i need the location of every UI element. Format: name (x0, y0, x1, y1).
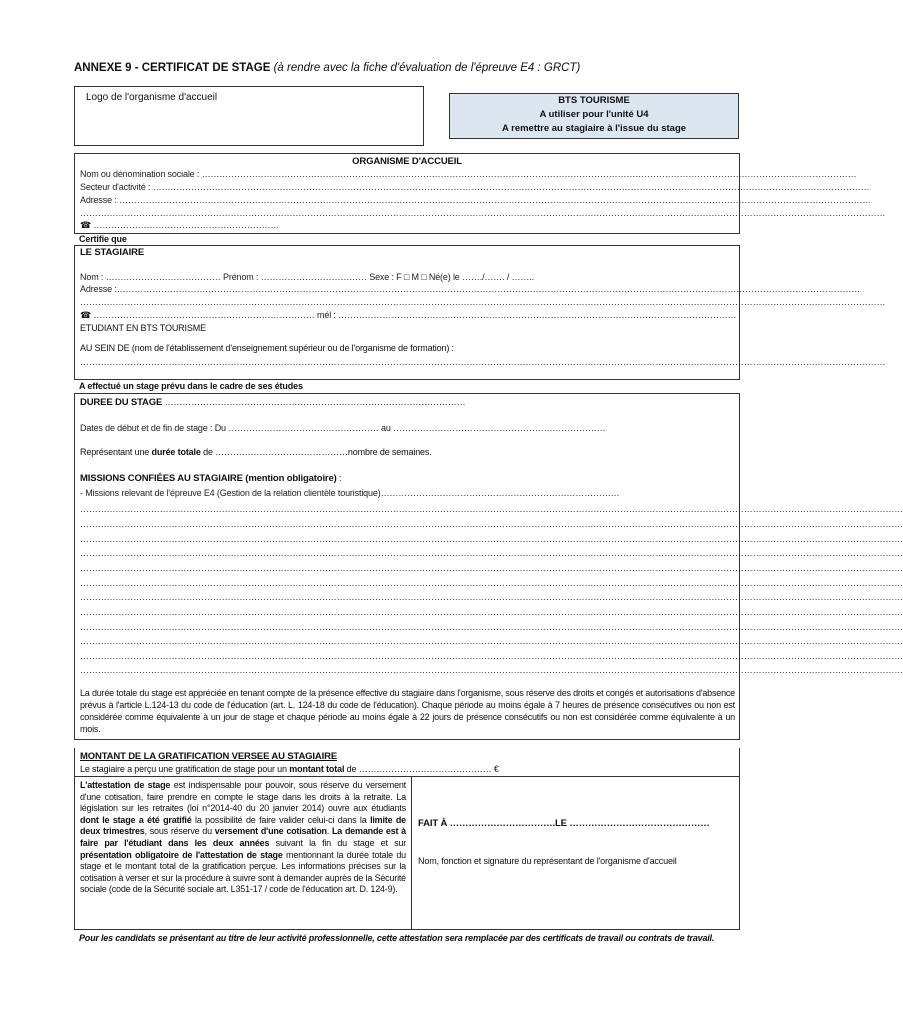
stagiaire-adresse-line-2[interactable]: ………………………………………………………………………………………………………………………………………………………………………………………………………………………………………………… (80, 297, 886, 307)
mission-line[interactable]: ……………………………………………………………………………………………………………………………………………………………………………………………………………………………………………………… (80, 665, 903, 675)
gratification-label: Le stagiaire a perçu une gratification de stage pour un (80, 764, 287, 774)
attestation-text: L'attestation de stage est indispensable pour pouvoir, sous réserve du versement d'une cotisation, faire prendre en compte le stage dans les droits à la retraite. La législation sur les retraites (loi n°2014-40 du 20 janvier 2014) ouvre aux étudiants dont le stage a été gratifié la possibilité de faire valider celui-ci dans la limite de deux trimestres, sous réserve du versement d'une cotisation. La demande est à faire par l'étudiant dans les deux années suivant la fin du stage et sur présentation obligatoire de l'attestation de stage mentionnant la durée totale du stage et le montant total de la gratification perçue. Les informations précises sur la cotisation à verser et sur la procédure à suivre sont à demander auprès de la Sécurité sociale (code de la Sécurité sociale art. L351-17 / code de l'éducation art. D. 124-9). (80, 780, 406, 895)
mission-line[interactable]: ……………………………………………………………………………………………………………………………………………………………………………………………………………………………………………………… (80, 651, 903, 661)
bts-line-3: A remettre au stagiaire à l'issue du stage (501, 123, 687, 134)
mission-line[interactable]: ……………………………………………………………………………………………………………………………………………………………………………………………………………………………………………………… (80, 504, 903, 514)
montant-total-label: montant total (289, 764, 345, 774)
signature-label: Nom, fonction et signature du représentant de l'organisme d'accueil (418, 856, 677, 866)
mission-line[interactable]: ……………………………………………………………………………………………………………………………………………………………………………………………………………………………………………………… (80, 519, 903, 529)
mission-line[interactable]: ……………………………………………………………………………………………………………………………………………………………………………………………………………………………………………………… (80, 607, 903, 617)
mission-line[interactable]: ……………………………………………………………………………………………………………………………………………………………………………………………………………………………………………………… (80, 548, 903, 558)
organisme-phone-field[interactable]: ……………………………………………………… (93, 220, 280, 230)
mission-line[interactable]: ……………………………………………………………………………………………………………………………………………………………………………………………………………………………………………………… (80, 592, 903, 602)
organisme-adresse-line-2[interactable]: ………………………………………………………………………………………………………………………………………………………………………………………………………………………………………………… (80, 208, 886, 218)
signature-cell (412, 777, 739, 929)
duree-heading: DUREE DU STAGE (80, 397, 163, 408)
montant-field[interactable]: de ……………………………………… € (346, 764, 499, 774)
duree-note: La durée totale du stage est appréciée en tenant compte de la présence effective du stagiaire dans l'organisme, sous réserve des droits et congés et autorisations d'absence prévus à l'article L.124-13 du code de l'éducation (art. L. 124-18 du code de l'éducation). Chaque période au moins égale à 7 heures de présence consécutives ou non est considérée comme équivalente à un jour de stage et chaque période au moins égale à 22 jours de présence consécutifs ou non est considérée comme équivalente à un mois. (80, 688, 735, 734)
etudiant-label: ETUDIANT EN BTS TOURISME (80, 323, 206, 333)
missions-colon: : (336, 473, 342, 483)
title-note: (à rendre avec la fiche d'évaluation de l'épreuve E4 : GRCT) (273, 62, 581, 74)
bts-info-box (449, 93, 739, 139)
phone-icon: ☎ (80, 220, 92, 230)
semaines-field[interactable]: de ………………………………………nombre de semaines. (203, 447, 432, 457)
stagiaire-section (74, 245, 886, 380)
attestation-table (74, 776, 740, 930)
phone-icon: ☎ (80, 310, 92, 320)
duree-totale-row (80, 447, 735, 457)
missions-e4-field[interactable]: - Missions relevant de l'épreuve E4 (Gestion de la relation clientèle touristique)……………………………………………………………………… (80, 488, 620, 498)
organisme-phone-row (80, 220, 340, 231)
certifie-que-label: Certifie que (79, 234, 127, 244)
bts-line-1: BTS TOURISME (558, 95, 630, 106)
document-title (74, 62, 580, 74)
stage-section (74, 393, 903, 740)
effectue-label: A effectué un stage prévu dans le cadre de ses études (79, 381, 303, 391)
mission-line[interactable]: ……………………………………………………………………………………………………………………………………………………………………………………………………………………………………………………… (80, 534, 903, 544)
gratification-section (74, 748, 740, 777)
duree-field[interactable]: ………………………………………………………………………………………… (164, 397, 466, 407)
fait-a-field[interactable]: FAIT À …………………………….LE ……………………………………… (418, 818, 710, 829)
stagiaire-adresse-field[interactable]: Adresse :……………………………………………………………………………………………………………………………………………………………………………………………………………………………… (80, 284, 861, 294)
duree-totale-label: durée totale (151, 447, 201, 457)
mission-line[interactable]: ……………………………………………………………………………………………………………………………………………………………………………………………………………………………………………………… (80, 622, 903, 632)
stagiaire-phone-mel-field[interactable]: ………………………………………………………………… mél : ……………………………………………………………………………………………………………………… (93, 310, 737, 320)
organisme-section (74, 153, 886, 234)
gratification-heading: MONTANT DE LA GRATIFICATION VERSEE AU STAGIAIRE (80, 751, 338, 762)
stagiaire-identity-fields[interactable]: Nom : ………………………………… Prénom : ……………………………… Sexe : F □ M □ Né(e) le ……./……. / …….. (80, 272, 534, 282)
organisme-nom-field[interactable]: Nom ou dénomination sociale : …………………………………………………………………………………………………………………………………………………………………………………………………… (80, 169, 857, 179)
footer-note: Pour les candidats se présentant au titre de leur activité professionnelle, cette attestation sera remplacée par des certificats de travail ou contrats de travail. (79, 933, 715, 943)
stagiaire-contact-row (80, 310, 735, 321)
title-main: ANNEXE 9 - CERTIFICAT DE STAGE (74, 62, 271, 74)
etablissement-field[interactable]: ………………………………………………………………………………………………………………………………………………………………………………………………………………………………………………… (80, 357, 886, 367)
bts-line-2: A utiliser pour l'unité U4 (539, 109, 649, 120)
dates-field[interactable]: Dates de début et de fin de stage : Du …………………………………………… au ……………………………………………………………… (80, 423, 606, 433)
organisme-adresse-field[interactable]: Adresse : ………………………………………………………………………………………………………………………………………………………………………………………………………………………………… (80, 195, 872, 205)
mission-line[interactable]: ……………………………………………………………………………………………………………………………………………………………………………………………………………………………………………………… (80, 563, 903, 573)
attestation-cell (75, 777, 412, 929)
au-sein-label: AU SEIN DE (nom de l'établissement d'enseignement supérieur ou de l'organisme de formation) : (80, 343, 454, 353)
logo-placeholder (74, 86, 424, 146)
gratification-row (80, 764, 735, 774)
logo-label: Logo de l'organisme d'accueil (86, 92, 218, 103)
stagiaire-heading: LE STAGIAIRE (80, 247, 144, 258)
missions-heading-row (80, 473, 341, 484)
organisme-secteur-field[interactable]: Secteur d'activité : ……………………………………………………………………………………………………………………………………………………………………………………………………………………… (80, 182, 870, 192)
mission-line[interactable]: ……………………………………………………………………………………………………………………………………………………………………………………………………………………………………………………… (80, 636, 903, 646)
duree-row (80, 397, 735, 408)
representant-label: Représentant une (80, 447, 150, 457)
organisme-heading: ORGANISME D'ACCUEIL (352, 156, 462, 167)
missions-heading: MISSIONS CONFIÉES AU STAGIAIRE (mention obligatoire) (80, 473, 337, 484)
mission-line[interactable]: ……………………………………………………………………………………………………………………………………………………………………………………………………………………………………………………… (80, 578, 903, 588)
